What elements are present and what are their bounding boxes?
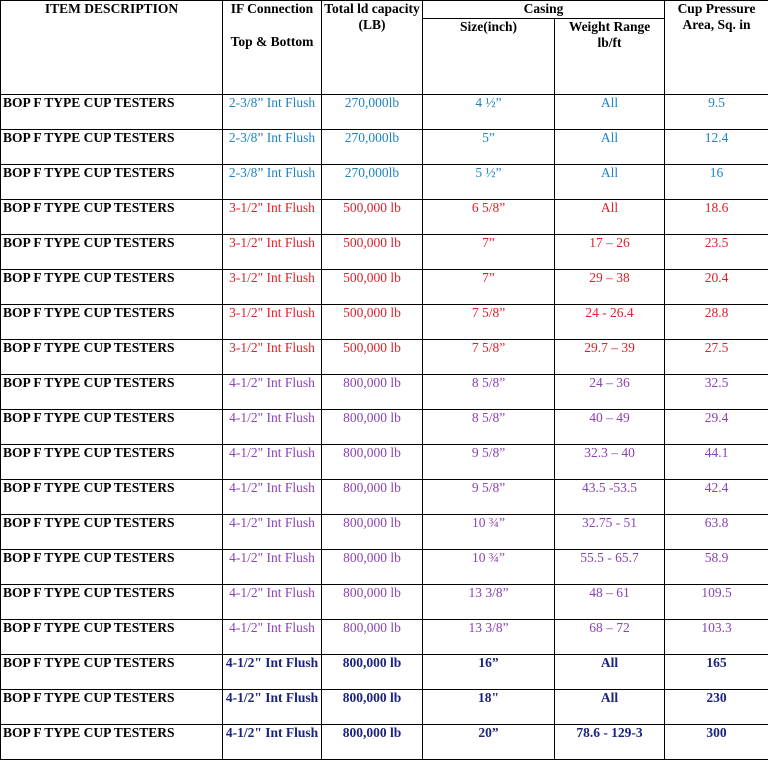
cell-cup-pressure-area: 32.5	[665, 375, 768, 410]
cell-casing-size: 18"	[423, 690, 555, 725]
table-header	[1, 1, 768, 95]
cell-weight-range: 29 – 38	[555, 270, 665, 305]
cell-cup-pressure-area: 165	[665, 655, 768, 690]
table-row	[1, 725, 768, 760]
cell-casing-size: 7 5/8”	[423, 305, 555, 340]
cell-weight-range: All	[555, 130, 665, 165]
cell-capacity: 800,000 lb	[322, 620, 423, 655]
cell-cup-pressure-area: 28.8	[665, 305, 768, 340]
cell-casing-size: 5”	[423, 130, 555, 165]
table-body	[1, 95, 768, 760]
cell-casing-size: 9 5/8”	[423, 480, 555, 515]
cell-capacity: 800,000 lb	[322, 410, 423, 445]
cell-cup-pressure-area: 300	[665, 725, 768, 760]
header-casing: Casing	[423, 1, 665, 19]
cell-casing-size: 6 5/8”	[423, 200, 555, 235]
cell-item-description: BOP F TYPE CUP TESTERS	[1, 480, 223, 515]
cell-casing-size: 13 3/8”	[423, 620, 555, 655]
cell-item-description: BOP F TYPE CUP TESTERS	[1, 725, 223, 760]
cell-capacity: 800,000 lb	[322, 480, 423, 515]
cell-item-description: BOP F TYPE CUP TESTERS	[1, 690, 223, 725]
cell-casing-size: 20”	[423, 725, 555, 760]
cell-capacity: 270,000lb	[322, 95, 423, 130]
cell-item-description: BOP F TYPE CUP TESTERS	[1, 445, 223, 480]
cell-cup-pressure-area: 23.5	[665, 235, 768, 270]
header-row-top	[1, 1, 768, 19]
cell-connection: 4-1/2" Int Flush	[223, 480, 322, 515]
cell-weight-range: 40 – 49	[555, 410, 665, 445]
cell-connection: 4-1/2" Int Flush	[223, 550, 322, 585]
cell-weight-range: 24 - 26.4	[555, 305, 665, 340]
cell-item-description: BOP F TYPE CUP TESTERS	[1, 270, 223, 305]
cell-item-description: BOP F TYPE CUP TESTERS	[1, 340, 223, 375]
header-casing-size: Size(inch)	[423, 19, 555, 95]
cell-item-description: BOP F TYPE CUP TESTERS	[1, 620, 223, 655]
cell-cup-pressure-area: 230	[665, 690, 768, 725]
cell-cup-pressure-area: 27.5	[665, 340, 768, 375]
cell-weight-range: 32.75 - 51	[555, 515, 665, 550]
cell-capacity: 800,000 lb	[322, 550, 423, 585]
cell-connection: 2-3/8” Int Flush	[223, 130, 322, 165]
cell-connection: 4-1/2" Int Flush	[223, 410, 322, 445]
header-casing-weight: Weight Range lb/ft	[555, 19, 665, 95]
cell-cup-pressure-area: 12.4	[665, 130, 768, 165]
cell-capacity: 500,000 lb	[322, 270, 423, 305]
cell-weight-range: 29.7 – 39	[555, 340, 665, 375]
table-row	[1, 95, 768, 130]
table-row	[1, 130, 768, 165]
cell-casing-size: 8 5/8”	[423, 375, 555, 410]
cell-cup-pressure-area: 29.4	[665, 410, 768, 445]
cell-connection: 4-1/2" Int Flush	[223, 375, 322, 410]
cell-cup-pressure-area: 20.4	[665, 270, 768, 305]
cell-capacity: 800,000 lb	[322, 655, 423, 690]
cell-weight-range: All	[555, 655, 665, 690]
cell-connection: 4-1/2" Int Flush	[223, 585, 322, 620]
cell-connection: 4-1/2" Int Flush	[223, 655, 322, 690]
header-item-description: ITEM DESCRIPTION	[1, 1, 223, 95]
cell-casing-size: 8 5/8”	[423, 410, 555, 445]
cell-cup-pressure-area: 9.5	[665, 95, 768, 130]
header-if-connection-sublabel: Top & Bottom	[225, 34, 319, 50]
cell-item-description: BOP F TYPE CUP TESTERS	[1, 515, 223, 550]
cell-connection: 3-1/2" Int Flush	[223, 340, 322, 375]
cell-cup-pressure-area: 109.5	[665, 585, 768, 620]
cell-weight-range: 55.5 - 65.7	[555, 550, 665, 585]
table-row	[1, 270, 768, 305]
cell-item-description: BOP F TYPE CUP TESTERS	[1, 375, 223, 410]
cell-weight-range: 24 – 36	[555, 375, 665, 410]
cell-capacity: 500,000 lb	[322, 340, 423, 375]
cell-casing-size: 10 ¾”	[423, 550, 555, 585]
cell-casing-size: 7”	[423, 235, 555, 270]
cell-weight-range: All	[555, 200, 665, 235]
cell-weight-range: 17 – 26	[555, 235, 665, 270]
table-row	[1, 515, 768, 550]
cell-cup-pressure-area: 16	[665, 165, 768, 200]
cell-connection: 2-3/8” Int Flush	[223, 95, 322, 130]
cell-capacity: 800,000 lb	[322, 690, 423, 725]
cell-connection: 4-1/2" Int Flush	[223, 515, 322, 550]
cell-casing-size: 7”	[423, 270, 555, 305]
cell-connection: 4-1/2" Int Flush	[223, 690, 322, 725]
cell-item-description: BOP F TYPE CUP TESTERS	[1, 410, 223, 445]
cell-casing-size: 4 ½”	[423, 95, 555, 130]
cell-item-description: BOP F TYPE CUP TESTERS	[1, 550, 223, 585]
cell-connection: 3-1/2" Int Flush	[223, 200, 322, 235]
cell-weight-range: 43.5 -53.5	[555, 480, 665, 515]
cell-cup-pressure-area: 103.3	[665, 620, 768, 655]
cell-capacity: 500,000 lb	[322, 235, 423, 270]
table-row	[1, 550, 768, 585]
table-row	[1, 585, 768, 620]
cell-casing-size: 9 5/8”	[423, 445, 555, 480]
cell-casing-size: 5 ½”	[423, 165, 555, 200]
cell-capacity: 800,000 lb	[322, 375, 423, 410]
cell-item-description: BOP F TYPE CUP TESTERS	[1, 200, 223, 235]
cell-casing-size: 7 5/8”	[423, 340, 555, 375]
header-total-capacity: Total ld capacity (LB)	[322, 1, 423, 95]
cell-weight-range: 48 – 61	[555, 585, 665, 620]
cell-weight-range: All	[555, 165, 665, 200]
header-if-connection	[223, 1, 322, 95]
cell-weight-range: All	[555, 690, 665, 725]
cell-capacity: 800,000 lb	[322, 445, 423, 480]
cell-capacity: 500,000 lb	[322, 200, 423, 235]
header-if-connection-label: IF Connection	[225, 1, 319, 17]
cell-cup-pressure-area: 44.1	[665, 445, 768, 480]
cell-connection: 2-3/8” Int Flush	[223, 165, 322, 200]
cell-capacity: 800,000 lb	[322, 585, 423, 620]
header-cup-pressure-area: Cup Pressure Area, Sq. in	[665, 1, 768, 95]
cell-capacity: 270,000lb	[322, 130, 423, 165]
cell-cup-pressure-area: 18.6	[665, 200, 768, 235]
cell-capacity: 800,000 lb	[322, 725, 423, 760]
cell-item-description: BOP F TYPE CUP TESTERS	[1, 585, 223, 620]
table-row	[1, 620, 768, 655]
cell-connection: 4-1/2" Int Flush	[223, 725, 322, 760]
cell-casing-size: 16”	[423, 655, 555, 690]
cell-weight-range: All	[555, 95, 665, 130]
table-row	[1, 410, 768, 445]
cell-cup-pressure-area: 58.9	[665, 550, 768, 585]
cell-connection: 4-1/2" Int Flush	[223, 620, 322, 655]
table-row	[1, 375, 768, 410]
cell-connection: 3-1/2" Int Flush	[223, 235, 322, 270]
table-row	[1, 200, 768, 235]
cell-item-description: BOP F TYPE CUP TESTERS	[1, 655, 223, 690]
cell-weight-range: 68 – 72	[555, 620, 665, 655]
table-row	[1, 690, 768, 725]
cell-item-description: BOP F TYPE CUP TESTERS	[1, 130, 223, 165]
cell-cup-pressure-area: 42.4	[665, 480, 768, 515]
cell-weight-range: 32.3 – 40	[555, 445, 665, 480]
table-row	[1, 340, 768, 375]
cell-capacity: 270,000lb	[322, 165, 423, 200]
cell-casing-size: 13 3/8”	[423, 585, 555, 620]
table-row	[1, 305, 768, 340]
cell-item-description: BOP F TYPE CUP TESTERS	[1, 95, 223, 130]
table-row	[1, 445, 768, 480]
cell-connection: 4-1/2" Int Flush	[223, 445, 322, 480]
table-row	[1, 655, 768, 690]
cell-connection: 3-1/2" Int Flush	[223, 305, 322, 340]
cell-capacity: 800,000 lb	[322, 515, 423, 550]
cell-connection: 3-1/2" Int Flush	[223, 270, 322, 305]
cell-cup-pressure-area: 63.8	[665, 515, 768, 550]
cell-item-description: BOP F TYPE CUP TESTERS	[1, 305, 223, 340]
table-row	[1, 480, 768, 515]
cell-item-description: BOP F TYPE CUP TESTERS	[1, 235, 223, 270]
cell-weight-range: 78.6 - 129-3	[555, 725, 665, 760]
cell-casing-size: 10 ¾”	[423, 515, 555, 550]
table-row	[1, 165, 768, 200]
table-row	[1, 235, 768, 270]
cell-item-description: BOP F TYPE CUP TESTERS	[1, 165, 223, 200]
cell-capacity: 500,000 lb	[322, 305, 423, 340]
